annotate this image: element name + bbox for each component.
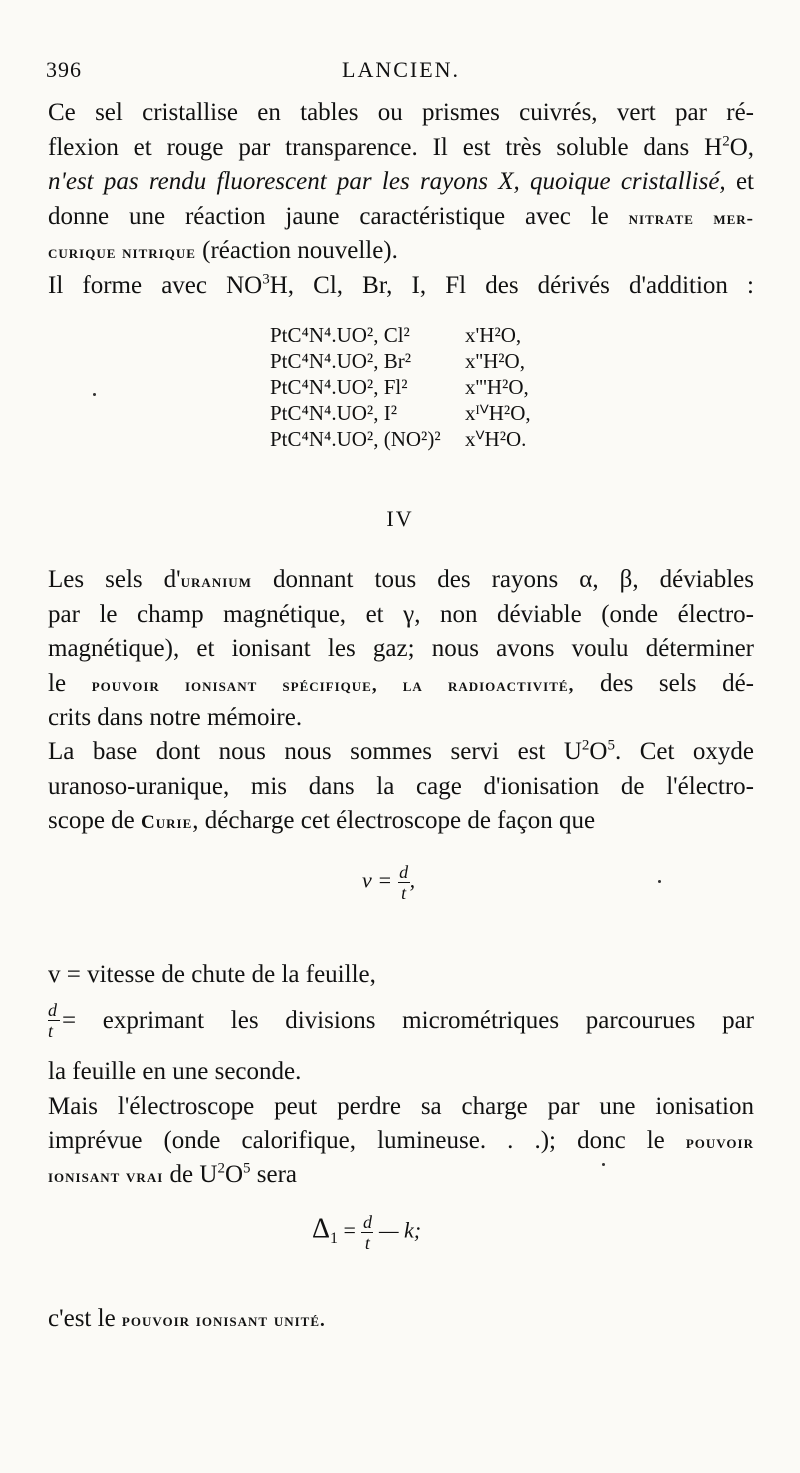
small-caps-text: pouvoir — [685, 1132, 754, 1153]
equation-lhs: v = — [362, 867, 393, 893]
text: Les sels d' — [48, 566, 181, 593]
paragraph-1-line-5 — [48, 234, 754, 270]
scan-speck — [658, 880, 661, 883]
paragraph-1-line-1 — [48, 96, 754, 130]
text: des sels dé- — [574, 670, 754, 697]
text: crits dans notre mémoire. — [48, 704, 303, 731]
equals-sign: = — [338, 1217, 362, 1243]
text: imprévue (onde calorifique, lumineuse. . .); donc le — [48, 1127, 686, 1154]
definition-v — [48, 958, 754, 992]
text: O — [589, 738, 608, 765]
text: par le champ magnétique, et γ, non déviable (onde électro- — [48, 601, 754, 628]
paragraph-3-line-2 — [48, 770, 754, 804]
subscript: 1 — [330, 1229, 339, 1247]
numerator: d — [362, 1212, 372, 1232]
formula-hydrate: x'''H²O, — [465, 375, 529, 399]
text: et — [725, 168, 754, 195]
text: = exprimant les divisions micrométriques parcourues par — [62, 1006, 754, 1034]
superscript: 2 — [217, 1160, 225, 1177]
formula-hydrate: xⱽH²O. — [465, 427, 527, 451]
numerator: d — [399, 862, 409, 882]
denominator: t — [364, 1233, 370, 1253]
formula-row — [270, 348, 600, 374]
scan-speck — [602, 1163, 605, 1166]
small-caps-text: ionisant vrai — [48, 1166, 164, 1187]
closing-line — [48, 1302, 754, 1338]
text: c'est le — [48, 1305, 122, 1332]
definition-continuation — [48, 1055, 754, 1089]
text: La base dont nous nous sommes servi est U — [48, 738, 582, 765]
small-caps-text: pouvoir ionisant spécifique, la radioactivité, — [91, 675, 575, 696]
formula-row — [270, 374, 600, 400]
paragraph-1-line-3 — [48, 165, 754, 199]
paragraph-4-line-2 — [48, 1124, 754, 1160]
page-number: 396 — [46, 57, 82, 82]
formula-row — [270, 400, 600, 426]
formula-compound: PtC⁴N⁴.UO², (NO²)² — [270, 427, 441, 451]
punctuation: , — [409, 867, 416, 893]
fraction — [398, 862, 410, 903]
equation-velocity — [362, 862, 415, 903]
formula-row — [270, 322, 600, 348]
page-header — [0, 55, 800, 85]
small-caps-text: pouvoir ionisant unité. — [121, 1310, 326, 1331]
superscript: 3 — [262, 271, 270, 288]
paragraph-1-line-6 — [48, 269, 754, 303]
text: H, Cl, Br, I, Fl des dérivés d'addition : — [269, 272, 754, 299]
text: v = vitesse de chute de la feuille, — [48, 961, 376, 988]
paragraph-2-line-5 — [48, 701, 754, 735]
scan-speck — [93, 393, 96, 396]
formula-compound: PtC⁴N⁴.UO², Fl² — [270, 375, 408, 399]
section-number: IV — [386, 506, 414, 531]
text: donne une réaction jaune caractéristique avec le — [48, 203, 629, 230]
small-caps-text: Curie — [141, 812, 193, 833]
paragraph-2-line-4 — [48, 667, 754, 703]
text: . Cet oxyde — [614, 738, 754, 765]
superscript: 5 — [243, 1160, 251, 1177]
formula-hydrate: x''H²O, — [465, 349, 525, 373]
denominator: t — [48, 1021, 54, 1041]
superscript: 5 — [607, 737, 615, 754]
text: (réaction nouvelle). — [195, 237, 398, 264]
text: le — [48, 670, 92, 697]
denominator: t — [401, 883, 407, 903]
paragraph-1-line-4 — [48, 200, 754, 236]
text: la feuille en une seconde. — [48, 1058, 302, 1085]
paragraph-2-line-1 — [48, 563, 754, 599]
superscript: 2 — [722, 133, 730, 150]
text: de U — [163, 1161, 218, 1188]
text: donnant tous des rayons α, β, déviables — [251, 566, 755, 593]
text: O — [224, 1161, 243, 1188]
formula-hydrate: xᴵⱽH²O, — [465, 401, 531, 425]
italic-text: n'est pas rendu fluorescent par les rayons X, quoique cristallisé, — [48, 168, 726, 195]
paragraph-2-line-2 — [48, 598, 754, 632]
text: uranoso-uranique, mis dans la cage d'ionisation de l'électro- — [48, 773, 754, 800]
running-head: LANCIEN. — [342, 57, 461, 82]
equation-ionizing-power — [312, 1212, 421, 1253]
fraction — [48, 1000, 60, 1041]
text: , décharge cet électroscope de façon que — [192, 807, 596, 834]
formula-compound: PtC⁴N⁴.UO², I² — [270, 401, 397, 425]
text: flexion et rouge par transparence. Il est très soluble dans H — [48, 134, 723, 161]
equation-rhs: — k; — [373, 1217, 422, 1243]
text: Mais l'électroscope peut perdre sa charge par une ionisation — [48, 1093, 754, 1120]
paragraph-4-line-3 — [48, 1158, 754, 1194]
small-caps-text: uranium — [180, 571, 252, 592]
paragraph-3-line-3 — [48, 804, 754, 840]
text: scope de — [48, 807, 142, 834]
text: sera — [250, 1161, 297, 1188]
text: magnétique), et ionisant les gaz; nous avons voulu déterminer — [48, 635, 754, 662]
superscript: 2 — [581, 737, 590, 754]
text: Ce sel cristallise en tables ou prismes cuivrés, vert par ré- — [48, 99, 754, 126]
paragraph-2-line-3 — [48, 632, 754, 666]
numerator: d — [48, 1000, 57, 1020]
small-caps-text: curique nitrique — [48, 242, 196, 263]
formula-compound: PtC⁴N⁴.UO², Br² — [270, 349, 412, 373]
paragraph-1-line-2 — [48, 131, 754, 165]
formula-compound: PtC⁴N⁴.UO², Cl² — [270, 323, 410, 347]
small-caps-text: nitrate mer- — [628, 208, 754, 229]
definition-d-over-t — [48, 1000, 754, 1041]
text: Il forme avec NO — [48, 272, 263, 299]
delta-symbol: Δ — [312, 1213, 331, 1245]
formula-list — [270, 322, 600, 452]
fraction — [361, 1212, 373, 1253]
text: O, — [729, 134, 754, 161]
paragraph-3-line-1 — [48, 735, 754, 769]
formula-hydrate: x'H²O, — [465, 323, 522, 347]
paragraph-4-line-1 — [48, 1090, 754, 1124]
formula-row — [270, 426, 600, 452]
